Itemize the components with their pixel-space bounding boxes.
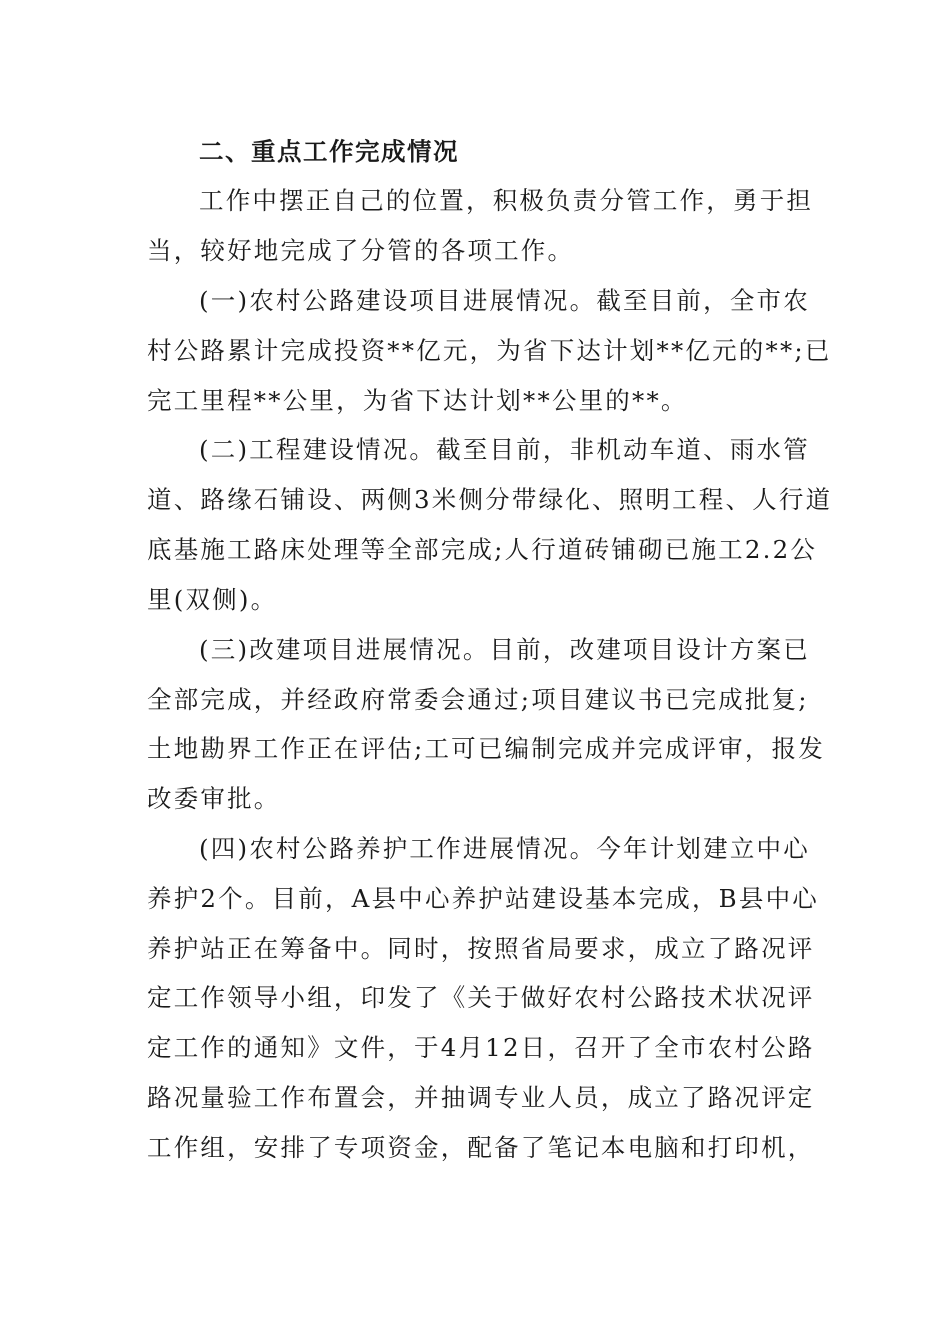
paragraph-line: 完工里程**公里，为省下达计划**公里的**。 xyxy=(147,386,688,415)
paragraph-line: 底基施工路床处理等全部完成;人行道砖铺砌已施工2.2公 xyxy=(147,535,818,564)
paragraph-line: 村公路累计完成投资**亿元，为省下达计划**亿元的**;已 xyxy=(147,336,832,365)
paragraph-line: (三)改建项目进展情况。目前，改建项目设计方案已 xyxy=(199,635,810,664)
paragraph-line: 路况量验工作布置会，并抽调专业人员，成立了路况评定 xyxy=(147,1083,815,1112)
paragraph-line: 全部完成，并经政府常委会通过;项目建议书已完成批复; xyxy=(147,685,809,714)
paragraph-line: 工作中摆正自己的位置，积极负责分管工作，勇于担 xyxy=(199,186,814,215)
paragraph-line: 定工作领导小组，印发了《关于做好农村公路技术状况评 xyxy=(147,983,815,1012)
paragraph-line: 改委审批。 xyxy=(147,784,281,813)
paragraph-line: (二)工程建设情况。截至目前，非机动车道、雨水管 xyxy=(199,435,810,464)
section-heading: 二、重点工作完成情况 xyxy=(199,137,459,166)
paragraph-line: 当，较好地完成了分管的各项工作。 xyxy=(147,236,575,265)
paragraph-line: (一)农村公路建设项目进展情况。截至目前，全市农 xyxy=(199,286,810,315)
paragraph-line: 养护站正在筹备中。同时，按照省局要求，成立了路况评 xyxy=(147,934,815,963)
paragraph-line: 里(双侧)。 xyxy=(147,585,278,614)
paragraph-line: 定工作的通知》文件，于4月12日，召开了全市农村公路 xyxy=(147,1033,815,1062)
paragraph-line: 道、路缘石铺设、两侧3米侧分带绿化、照明工程、人行道 xyxy=(147,485,833,514)
paragraph-line: 养护2个。目前，A县中心养护站建设基本完成，B县中心 xyxy=(147,884,819,913)
paragraph-line: 工作组，安排了专项资金，配备了笔记本电脑和打印机， xyxy=(147,1133,815,1162)
paragraph-line: (四)农村公路养护工作进展情况。今年计划建立中心 xyxy=(199,834,810,863)
paragraph-line: 土地勘界工作正在评估;工可已编制完成并完成评审，报发 xyxy=(147,734,825,763)
